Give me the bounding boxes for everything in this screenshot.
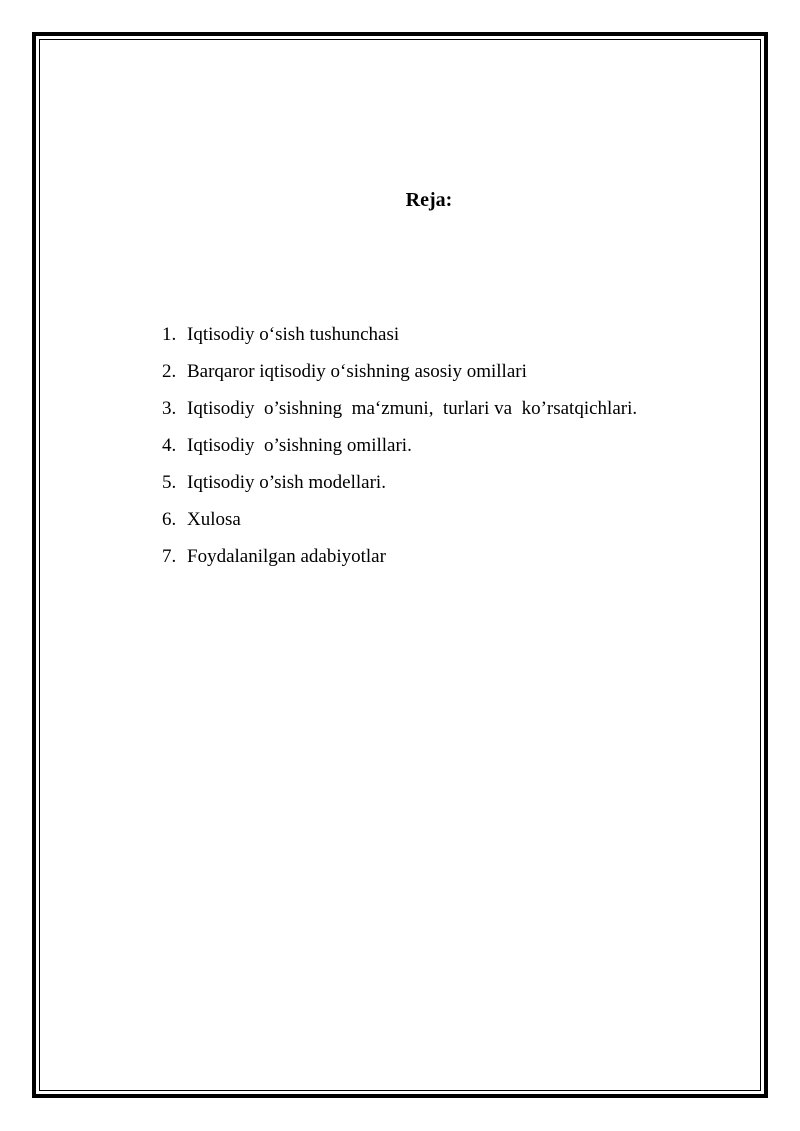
list-item-number: 7. [162, 546, 177, 567]
list-item-number: 4. [162, 435, 177, 456]
list-item [162, 390, 637, 427]
list-item-number: 3. [162, 398, 177, 419]
list-item [162, 353, 637, 390]
list-item-text: Foydalanilgan adabiyotlar [187, 546, 386, 567]
page-title: Reja: [405, 189, 453, 211]
list-item-text: Iqtisodiy o‘sish tushunchasi [187, 324, 400, 345]
list-item-number: 6. [162, 509, 177, 530]
list-item [162, 427, 637, 464]
list-item-number: 1. [162, 324, 177, 345]
list-item [162, 464, 637, 501]
list-item-text: Iqtisodiy o’sishning omillari. [187, 435, 412, 456]
list-item [162, 538, 637, 575]
list-item-text: Barqaror iqtisodiy o‘sishning asosiy omillari [187, 361, 527, 382]
list-item-text: Iqtisodiy o’sish modellari. [187, 472, 386, 493]
list-item-text: Iqtisodiy o’sishning ma‘zmuni, turlari va ko’rsatqichlari. [187, 398, 638, 419]
list-item [162, 501, 637, 538]
plan-list [162, 316, 637, 575]
list-item-number: 2. [162, 361, 177, 382]
list-item [162, 316, 637, 353]
list-item-text: Xulosa [187, 509, 241, 530]
list-item-number: 5. [162, 472, 177, 493]
